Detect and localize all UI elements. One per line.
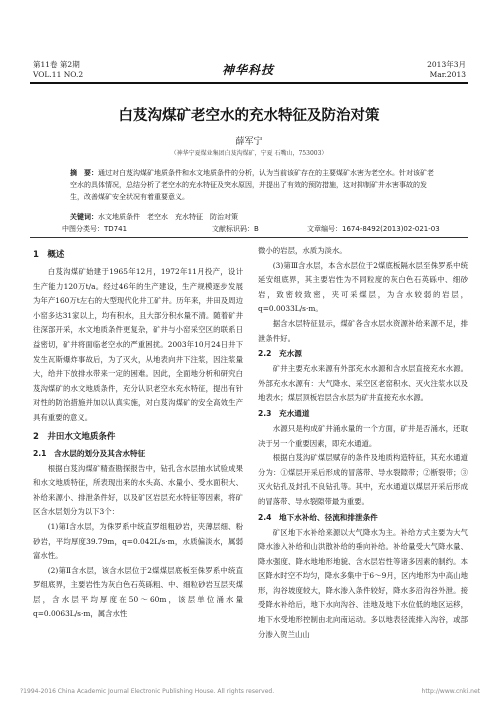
section-2-1-paragraph: 根据白芨沟煤矿精查勘探报告中，钻孔含水层抽水试验成果和水文地质特征，所表现出来的水头高、水量小、受水面积大、补给来源小、排泄条件好，以及矿区岩层充水特征等因素，将矿区含水层划分为以下3个： [33,463,243,517]
section-1-paragraph: 白芨沟煤矿始建于1965年12月，1972年11月投产，设计生产能力120万t/a。经过46年的生产建设，生产规模逐步发展为年产160万t左右的大型现代化井工矿井。历年来，井田及周边小窑多达31家以上，均有积水，且大部分积水量不清。随着矿井往深部开采，水文地质条件更复杂，矿井与小窑采空区的联系日益密切，矿井将面临老空水的严重困扰。2003年10月24日井下发生瓦斯爆炸事故后，为了灭火，从地表向井下注浆，因注浆量大，给井下放排水带来一定的困难。因此，全面地分析和研究白芨沟煤矿的水文地质条件，充分认识老空水充水特征，提出有针对性的防治措施并加以认真实施，对白芨沟煤矿的安全高效生产具有重要的意义。 [33,267,243,422]
section-rule [30,237,468,238]
clc-number: 中图分类号：TD741 [62,225,128,233]
keywords [70,212,440,222]
section-1-heading: 1 概述 [33,250,65,260]
section-2-3-paragraph-1: 水源只是构成矿井涌水量的一个方面，矿井是否涌水，还取决于另一个重要因素，即充水通道。 [258,423,468,448]
copyright-text: ?1994-2016 China Academic Journal Electronic Publishing House. All rights reserved. [20,688,275,695]
journal-logo: 神华科技 [222,63,275,77]
aquifer-2-paragraph: (2)第Ⅱ含水层，该含水层位于2煤煤层底板至侏罗系中统直罗组底界，主要岩性为灰白色石英砾粗、中、细粒砂岩互层夹煤层，含水层平均厚度在50～60m，该层单位涌水量q=0.0063L/s·m，属含水性 [33,565,243,619]
section-2-3-paragraph-2: 根据白芨沟矿煤层赋存的条件及地质构造特征，其充水通道分为：①煤层开采后形成的冒落带、导水裂隙带；②断裂带；③灭火钻孔及封孔不良钻孔等。其中，充水通道以煤层开采后形成的冒落带、导水裂隙带最为重要。 [258,453,468,506]
section-2-2-paragraph: 矿井主要充水来源有外部充水水源和含水层直接充水水源。外部充水水源有：大气降水、采空区老窑积水、灭火注浆水以及地表水；煤层顶板岩层含水层为矿井直接充水水源。 [258,364,468,403]
abstract-label: 摘 要： [70,169,98,177]
section-2-4-paragraph: 矿区地下水补给来源以大气降水为主。补给方式主要为大气降水渗入补给和山洪散补给的垂向补给。补给量受大气降水量、降水强度、降水地地形地貌、含水层岩性等诸多因素的制约。本区降水时空不均匀，降水多集中于6～9月，区内地形为中高山地形，沟谷坡度较大，降水渗入条件较好，降水多沿沟谷外泄。接受降水补给后，地下水向沟谷、洼地及地下水位低的地区运移，地下水受地形控制由北向南运动。多以地表径流排入沟谷，或部分渗入贺兰山山 [258,527,468,639]
aquifer-summary-paragraph: 据含水层特征显示，煤矿各含水层水资源补给来源不足，排泄条件好。 [258,318,468,343]
volume-info [33,60,83,80]
copyright-footer [20,688,480,695]
keywords-text: 水文地质条件 老空水 充水特征 防治对策 [98,213,238,221]
article-title: 白芨沟煤矿老空水的充水特征及防治对策 [118,108,380,124]
section-2-2-heading: 2.2 充水源 [258,349,302,359]
author: 薛军宁 [235,137,263,147]
date-en: Mar.2013 [429,70,466,79]
aquifer-1-paragraph: (1)第Ⅰ含水层，为侏罗系中统直罗组粗砂岩，夹薄层细、粉砂岩，平均厚度39.79m，q=0.042L/s·m，水质偏淡水，属弱富水性。 [33,521,243,561]
cnki-url[interactable]: http://www.cnki.net [421,688,480,695]
abstract [70,167,440,203]
aquifer-3-paragraph: (3)第Ⅲ含水层，本含水层位于2煤底板隔水层至侏罗系中统延安组底界，其主要岩性为不同粒度的灰白色石英砾中、细砂岩，致密较致密，夹可采煤层，为含水较弱的岩层，q=0.0033L/s·m。 [258,260,468,314]
volume-en: VOL.11 NO.2 [33,70,84,79]
abstract-text: 通过对白芨沟煤矿地质条件和水文地质条件的分析，认为当前该矿存在的主要煤矿水害为老空水。针对该矿老空水的具体情况，总结分析了老空水的充水特征及突水原因，并提出了有效的预防措施，这对抑制矿井水害事故的发生，改善煤矿安全状况有着重要意义。 [70,169,434,201]
section-2-1-heading: 2.1 含水层的划分及其含水特征 [33,448,146,458]
section-2-3-heading: 2.3 充水通道 [258,408,310,418]
keywords-label: 关键词： [70,213,98,221]
classification-row [62,224,462,234]
volume-cn: 第11卷 第2期 [33,60,80,69]
header-rule [30,82,468,84]
article-number: 文章编号：1674-8492(2013)02-021-03 [307,225,440,233]
right-column [258,244,468,642]
continued-paragraph: 微小的岩层，水质为淡水。 [258,246,347,255]
section-2-4-heading: 2.4 地下水补给、径流和排泄条件 [258,512,378,522]
issue-date [424,60,466,80]
affiliation: （神华宁夏煤业集团白芨沟煤矿，宁夏 石嘴山，753003） [170,150,328,157]
section-2-heading: 2 井田水文地质条件 [33,431,116,442]
date-cn: 2013年3月 [427,60,466,69]
document-code: 文献标识码：B [212,225,259,233]
left-column [33,244,243,622]
